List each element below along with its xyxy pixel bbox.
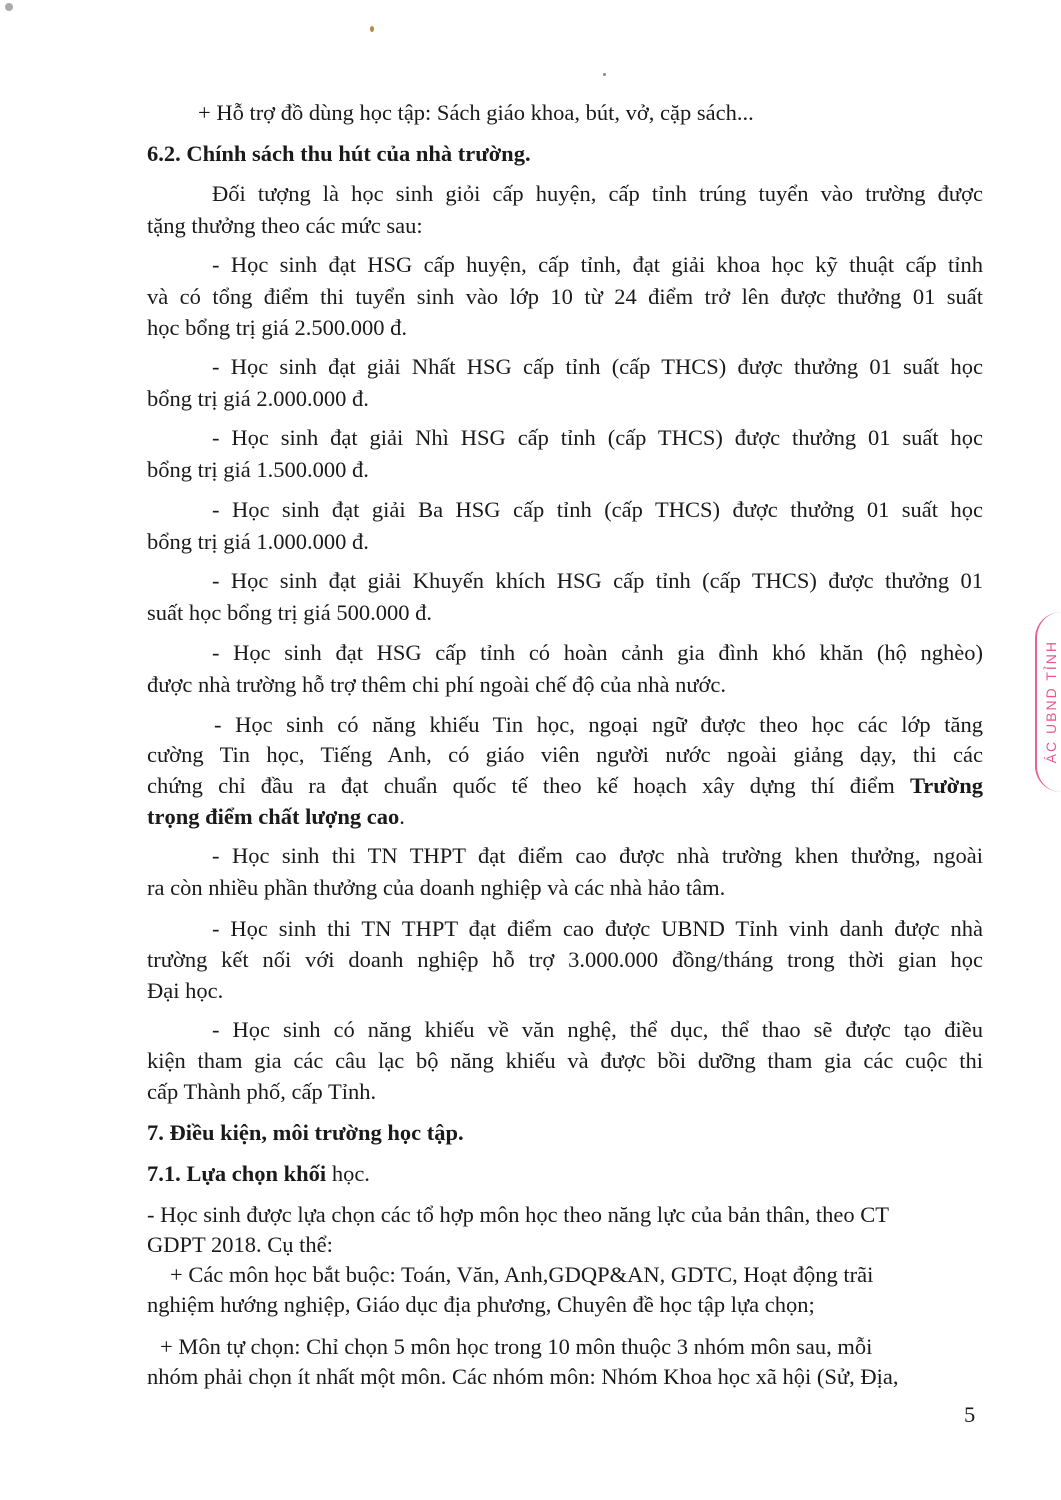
text-line: cấp Thành phố, cấp Tỉnh. [147,1079,377,1104]
text-line: - Học sinh đạt HSG cấp huyện, cấp tỉnh, đạt giải khoa học kỹ thuật cấp tỉnh [212,252,983,277]
text-line: - Học sinh đạt giải Ba HSG cấp tỉnh (cấp THCS) được thưởng 01 suất học [212,497,983,522]
text-span: . [399,804,405,829]
text-line: - Học sinh đạt HSG cấp tỉnh có hoàn cảnh gia đình khó khăn (hộ nghèo) [212,640,983,665]
text-line: nghiệm hướng nghiệp, Giáo dục địa phương, Chuyên đề học tập lựa chọn; [147,1292,815,1317]
text-line: được nhà trường hỗ trợ thêm chi phí ngoài chế độ của nhà nước. [147,672,727,697]
text-line: - Học sinh có năng khiếu về văn nghệ, thể dục, thể thao sẽ được tạo điều [212,1017,983,1042]
text-line: + Các môn học bắt buộc: Toán, Văn, Anh,GDQP&AN, GDTC, Hoạt động trãi [170,1262,874,1287]
heading-line: 7. Điều kiện, môi trường học tập. [147,1120,464,1145]
text-line: và có tổng điểm thi tuyển sinh vào lớp 10 từ 24 điểm trở lên được thưởng 01 suất [147,284,983,309]
text-line: nhóm phải chọn ít nhất một môn. Các nhóm môn: Nhóm Khoa học xã hội (Sử, Địa, [147,1364,899,1389]
scan-speck [603,73,606,76]
text-line: bổng trị giá 2.000.000 đ. [147,386,369,411]
bold-text: 7.1. Lựa chọn khối [147,1161,327,1186]
text-line: - Học sinh thi TN THPT đạt điểm cao được UBND Tỉnh vinh danh được nhà [212,916,983,941]
text-line: bổng trị giá 1.500.000 đ. [147,457,369,482]
text-line: ra còn nhiều phần thưởng của doanh nghiệp và các nhà hảo tâm. [147,875,726,900]
text-line [147,1159,370,1189]
text-line: + Môn tự chọn: Chỉ chọn 5 môn học trong 10 môn thuộc 3 nhóm môn sau, mỗi [160,1334,873,1359]
text-line: - Học sinh đạt giải Nhì HSG cấp tỉnh (cấp THCS) được thưởng 01 suất học [212,425,983,450]
text-line: - Học sinh đạt giải Khuyến khích HSG cấp tỉnh (cấp THCS) được thưởng 01 [212,568,983,593]
text-line: kiện tham gia các câu lạc bộ năng khiếu và được bồi dưỡng tham gia các cuộc thi [147,1048,983,1073]
text-line [147,802,405,832]
text-line: - Học sinh được lựa chọn các tổ hợp môn học theo năng lực của bản thân, theo CT [147,1202,890,1227]
text-line: học bổng trị giá 2.500.000 đ. [147,315,407,340]
text-line [147,771,983,801]
text-line: cường Tin học, Tiếng Anh, có giáo viên người nước ngoài giảng dạy, thi các [147,742,983,767]
text-line: - Học sinh thi TN THPT đạt điểm cao được nhà trường khen thưởng, ngoài [212,843,983,868]
text-line: + Hỗ trợ đồ dùng học tập: Sách giáo khoa, bút, vở, cặp sách... [198,100,754,125]
text-line: suất học bổng trị giá 500.000 đ. [147,600,432,625]
scan-speck [5,3,13,11]
text-line: Đối tượng là học sinh giỏi cấp huyện, cấp tỉnh trúng tuyển vào trường được [212,181,983,206]
text-line: - Học sinh có năng khiếu Tin học, ngoại ngữ được theo học các lớp tăng [214,712,983,737]
bold-text: Trường [909,773,983,798]
heading-line: 6.2. Chính sách thu hút của nhà trường. [147,141,531,166]
text-span: chứng chỉ đầu ra đạt chuẩn quốc tế theo kế hoạch xây dựng thí điểm [147,773,910,798]
scan-speck [370,26,374,32]
text-line: bổng trị giá 1.000.000 đ. [147,529,369,554]
text-line: Đại học. [147,978,224,1003]
text-line: tặng thưởng theo các mức sau: [147,213,423,238]
bold-text: trọng điểm chất lượng cao [147,804,400,829]
text-line: GDPT 2018. Cụ thể: [147,1232,333,1257]
page-number: 5 [964,1402,976,1427]
red-stamp-text: ÁC UBND TỈNH [1043,640,1059,764]
text-span: học. [326,1161,370,1186]
text-line: - Học sinh đạt giải Nhất HSG cấp tỉnh (cấp THCS) được thưởng 01 suất học [212,354,983,379]
text-line: trường kết nối với doanh nghiệp hỗ trợ 3.000.000 đồng/tháng trong thời gian học [147,947,983,972]
